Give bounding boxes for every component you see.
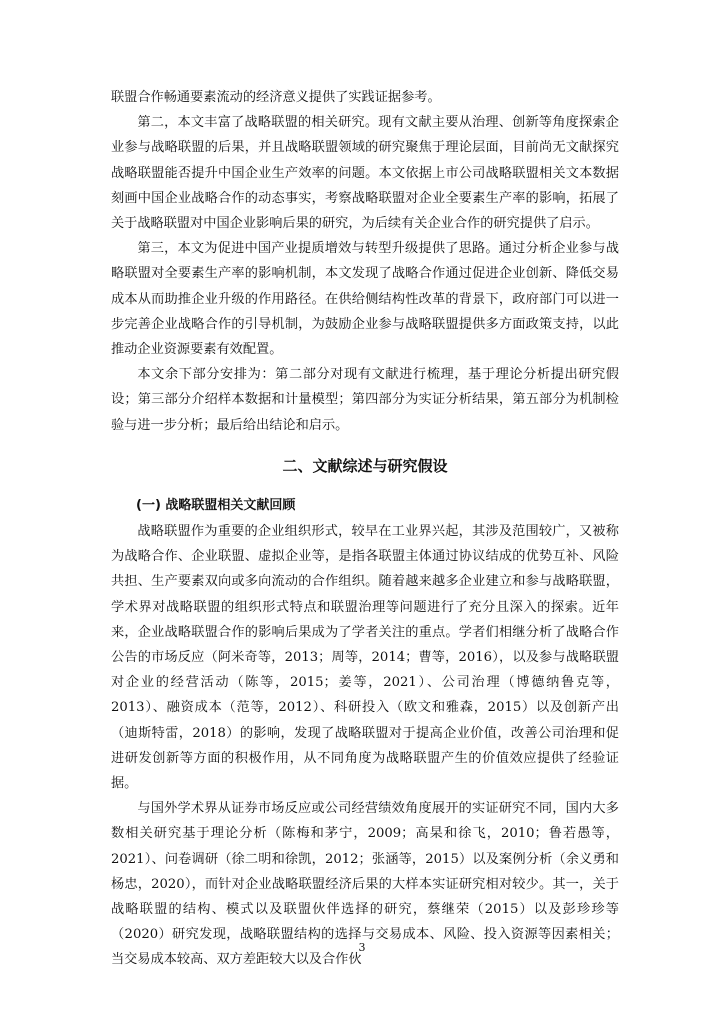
intro-text-block [111, 85, 619, 438]
subsection-heading: (一) 战略联盟相关文献回顾 [136, 498, 296, 513]
section-heading: 二、文献综述与研究假设 [282, 457, 448, 475]
paragraph-continuation: 联盟合作畅通要素流动的经济意义提供了实践证据参考。 [111, 90, 441, 105]
paragraph-structure-outline: 本文余下部分安排为：第二部分对现有文献进行梳理，基于理论分析提出研究假设；第三部分介绍样本数据和计量模型；第四部分为实证分析结果，第五部分为机制检验与进一步分析；最后给出结论和启示。 [111, 367, 619, 433]
page-number: 3 [358, 941, 366, 954]
literature-text-block [111, 519, 619, 973]
paragraph-contribution-second: 第二，本文丰富了战略联盟的相关研究。现有文献主要从治理、创新等角度探索企业参与战略联盟的后果，并且战略联盟领域的研究聚焦于理论层面，目前尚无文献探究战略联盟能否提升中国企业生产效率的问题。本文依据上市公司战略联盟相关文本数据刻画中国企业战略合作的动态事实，考察战略联盟对企业全要素生产率的影响，拓展了关于战略联盟对中国企业影响后果的研究，为后续有关企业合作的研究提供了启示。 [111, 115, 619, 232]
paragraph-literature-review-one: 战略联盟作为重要的企业组织形式，较早在工业界兴起，其涉及范围较广，又被称为战略合作、企业联盟、虚拟企业等，是指各联盟主体通过协议结成的优势互补、风险共担、生产要素双向或多向流动的合作组织。随着越来越多企业建立和参与战略联盟，学术界对战略联盟的组织形式特点和联盟治理等问题进行了充分且深入的探索。近年来，企业战略联盟合作的影响后果成为了学者关注的重点。学者们相继分析了战略合作公告的市场反应（阿米奇等，2013；周等，2014；曹等，2016），以及参与战略联盟对企业的经营活动（陈等，2015；姜等，2021）、公司治理（博德纳鲁克等，2013）、融资成本（范等，2012）、科研投入（欧文和雅森，2015）以及创新产出（迪斯特雷，2018）的影响，发现了战略联盟对于提高企业价值，改善公司治理和促进研发创新等方面的积极作用，从不同角度为战略联盟产生的价值效应提供了经验证据。 [111, 524, 619, 792]
paragraph-literature-review-two: 与国外学术界从证券市场反应或公司经营绩效角度展开的实证研究不同，国内大多数相关研究基于理论分析（陈梅和茅宁，2009；高杲和徐飞，2010；鲁若愚等，2021）、问卷调研（徐二明和徐凯，2012；张涵等，2015）以及案例分析（余义勇和杨忠，2020），而针对企业战略联盟经济后果的大样本实证研究相对较少。其一，关于战略联盟的结构、模式以及联盟伙伴选择的研究，蔡继荣（2015）以及彭珍珍等（2020）研究发现，战略联盟结构的选择与交易成本、风险、投入资源等因素相关；当交易成本较高、双方差距较大以及合作伙 [111, 801, 619, 968]
paragraph-contribution-third: 第三，本文为促进中国产业提质增效与转型升级提供了思路。通过分析企业参与战略联盟对全要素生产率的影响机制，本文发现了战略合作通过促进企业创新、降低交易成本从而助推企业升级的作用路径。在供给侧结构性改革的背景下，政府部门可以进一步完善企业战略合作的引导机制，为鼓励企业参与战略联盟提供多方面政策支持，以此推动企业资源要素有效配置。 [111, 241, 619, 358]
